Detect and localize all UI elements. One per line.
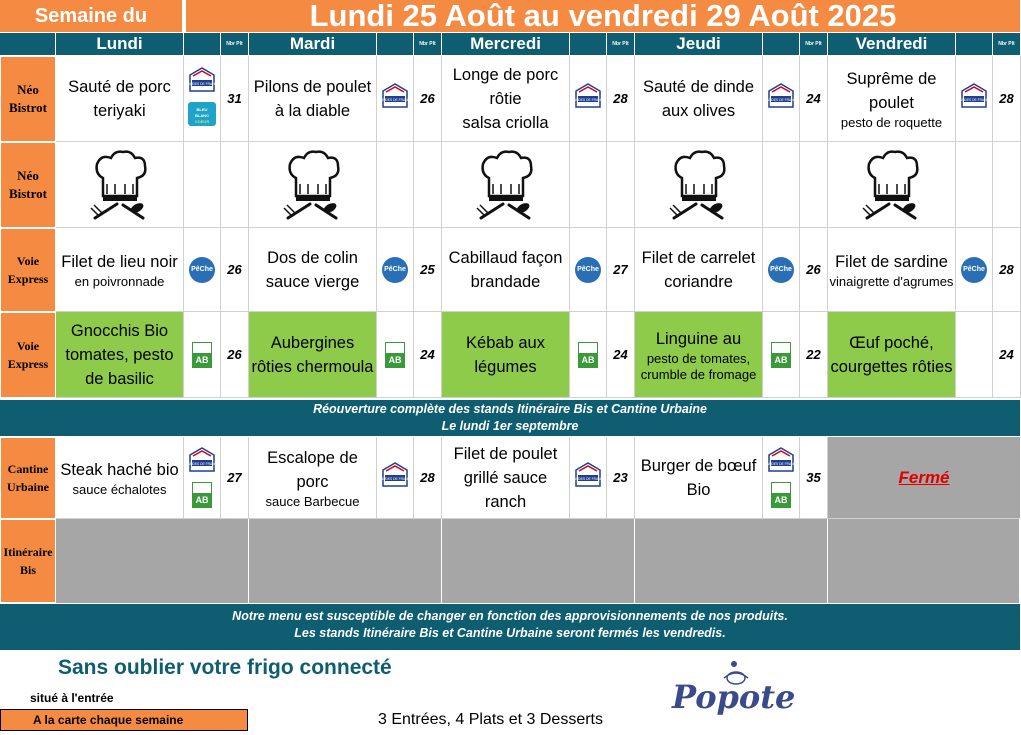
portion-count: 23 [607, 437, 635, 519]
day-header-spacer [377, 33, 414, 55]
peche-durable-icon: PêChe [189, 257, 215, 283]
dish-cell [828, 312, 956, 398]
day-header-2: Mercredi [442, 33, 570, 55]
ab-bio-icon: AB [578, 342, 598, 368]
dish-name: Filet de sardine [835, 252, 948, 271]
empty-cell [800, 142, 828, 228]
dish-sauce: en poivronnade [74, 273, 165, 289]
dish-name: Cabillaud façon brandade [448, 248, 563, 291]
portion-count: 25 [414, 228, 442, 312]
viandes-label: VIANDES DE FRANCE [377, 98, 413, 102]
closed-cell [56, 519, 249, 603]
portion-count: 28 [993, 56, 1021, 142]
dish-sauce: pesto de tomates, crumble de fromage [640, 350, 757, 382]
frigo-location: situé à l'entrée [30, 691, 114, 705]
count-header: Nbr Plt [414, 33, 442, 55]
empty-cell [763, 142, 800, 228]
ab-bio-icon: AB [192, 342, 212, 368]
notice-banner [0, 604, 1020, 648]
empty-cell [377, 142, 414, 228]
day-header-spacer [956, 33, 993, 55]
day-header-0: Lundi [56, 33, 184, 55]
viandes-label: VIANDES DE FRANCE [570, 98, 606, 102]
dish-cell [828, 56, 956, 142]
viandes-label: VIANDES DE FRANCE [184, 81, 220, 86]
viandes-de-france-icon [377, 83, 413, 114]
label-logos [570, 312, 607, 398]
dish-cell [635, 228, 763, 312]
empty-cell [607, 142, 635, 228]
dish-cell [828, 228, 956, 312]
dish-name: Escalope de porc [267, 448, 358, 491]
dish-name: Œuf poché, courgettes rôties [830, 333, 953, 376]
ab-bio-icon: AB [385, 342, 405, 368]
ab-bio-icon: AB [192, 482, 212, 508]
week-title: Lundi 25 Août au vendredi 29 Août 2025 [186, 0, 1020, 32]
dish-name: Linguine au [655, 329, 742, 348]
portion-count: 26 [221, 312, 249, 398]
dish-name: Aubergines rôties chermoula [251, 333, 374, 376]
carte-label: A la carte chaque semaine [0, 709, 248, 731]
dish-name: Dos de colin sauce vierge [265, 248, 360, 291]
dish-name: Filet de lieu noir [61, 252, 178, 271]
portion-count: 24 [414, 312, 442, 398]
day-header-3: Jeudi [635, 33, 763, 55]
dish-cell [442, 228, 570, 312]
dish-cell [56, 228, 184, 312]
row-label-cantine-urbaine: Cantine Urbaine [0, 437, 56, 519]
viandes-de-france-icon [956, 83, 992, 114]
dish-name: Sauté de porc teriyaki [68, 77, 171, 120]
count-header: Nbr Plt [993, 33, 1021, 55]
brand-name: Popote [672, 678, 796, 716]
dish-cell [249, 56, 377, 142]
label-logos [763, 437, 800, 519]
portion-count: 24 [800, 56, 828, 142]
chef-icon [635, 142, 763, 228]
label-logos [184, 437, 221, 519]
label-logos [956, 56, 993, 142]
viandes-label: VIANDES DE FRANCE [570, 477, 606, 481]
viandes-label: VIANDES DE FRANCE [956, 98, 992, 102]
viandes-de-france-icon [763, 83, 799, 114]
label-logos [184, 312, 221, 398]
ab-bio-icon: AB [771, 342, 791, 368]
dish-name: Filet de poulet grillé sauce ranch [453, 444, 558, 511]
dish-name: Gnocchis Bio tomates, pesto de basilic [65, 321, 174, 388]
bleu-blanc-coeur-icon [188, 102, 216, 131]
ab-bio-icon: AB [771, 482, 791, 508]
chef-icon [249, 142, 377, 228]
dish-name: Pilons de poulet à la diable [253, 77, 372, 120]
portion-count: 26 [221, 228, 249, 312]
dish-cell [56, 312, 184, 398]
label-logos [763, 228, 800, 312]
portion-count: 26 [800, 228, 828, 312]
row-label-neo-bistrot-2: Néo Bistrot [0, 142, 56, 228]
label-logos [377, 228, 414, 312]
row-label-neo-bistrot-1: Néo Bistrot [0, 56, 56, 142]
empty-cell [956, 142, 993, 228]
banner-line: Notre menu est susceptible de changer en fonction des approvisionnements de nos produits. [232, 609, 788, 623]
dish-cell [249, 228, 377, 312]
banner-line: Réouverture complète des stands Itinéraire Bis et Cantine Urbaine [313, 402, 707, 416]
closed-cell [249, 519, 442, 603]
dish-cell [635, 437, 763, 519]
viandes-label: VIANDES DE FRANCE [184, 462, 220, 466]
offer-text: 3 Entrées, 4 Plats et 3 Desserts [378, 711, 603, 728]
label-logos [570, 437, 607, 519]
portion-count: 31 [221, 56, 249, 142]
portion-count: 22 [800, 312, 828, 398]
chef-icon [828, 142, 956, 228]
empty-cell [414, 142, 442, 228]
dish-cell [56, 437, 184, 519]
viandes-de-france-icon [570, 83, 606, 114]
empty-cell [570, 142, 607, 228]
banner-line: Le lundi 1er septembre [441, 419, 579, 433]
peche-durable-icon: PêChe [768, 257, 794, 283]
peche-durable-icon: PêChe [961, 257, 987, 283]
portion-count: 28 [607, 56, 635, 142]
closed-cell [828, 437, 1020, 519]
portion-count: 28 [414, 437, 442, 519]
dish-cell [249, 312, 377, 398]
count-header: Nbr Plt [607, 33, 635, 55]
label-logos [377, 312, 414, 398]
label-logos [763, 56, 800, 142]
portion-count: 26 [414, 56, 442, 142]
banner-line: Les stands Itinéraire Bis et Cantine Urbaine seront fermés les vendredis. [294, 626, 726, 640]
dish-name: Steak haché bio [60, 460, 179, 479]
corner-cell [0, 33, 56, 55]
viandes-de-france-icon [184, 447, 220, 478]
day-header-spacer [763, 33, 800, 55]
label-logos [377, 56, 414, 142]
dish-sauce: vinaigrette d'agrumes [829, 273, 954, 289]
dish-cell [442, 56, 570, 142]
closed-cell [442, 519, 635, 603]
svg-text:COEUR: COEUR [194, 118, 210, 124]
closed-cell [828, 519, 1020, 603]
portion-count: 24 [993, 312, 1021, 398]
row-label-itineraire-bis: Itinéraire Bis [0, 519, 56, 603]
dish-cell [442, 312, 570, 398]
viandes-label: VIANDES DE FRANCE [763, 98, 799, 102]
dish-detail: salsa criolla [462, 113, 549, 132]
svg-text:BLANC: BLANC [195, 112, 209, 118]
dish-cell [442, 437, 570, 519]
portion-count: 24 [607, 312, 635, 398]
portion-count: 28 [993, 228, 1021, 312]
dish-sauce: sauce Barbecue [265, 493, 360, 509]
viandes-de-france-icon [184, 67, 220, 98]
dish-name: Kébab aux légumes [466, 333, 545, 376]
closed-cell [635, 519, 828, 603]
viandes-label: VIANDES DE FRANCE [763, 462, 799, 466]
portion-count: 27 [607, 228, 635, 312]
label-logos [956, 228, 993, 312]
viandes-label: VIANDES DE FRANCE [377, 477, 413, 481]
svg-text:BLEU: BLEU [196, 106, 208, 112]
dish-name: Burger de bœuf Bio [640, 456, 757, 499]
label-logos [184, 56, 221, 142]
viandes-de-france-icon [377, 462, 413, 493]
viandes-de-france-icon [763, 447, 799, 478]
empty-cell [184, 142, 221, 228]
dish-name: Sauté de dinde aux olives [642, 77, 754, 120]
peche-durable-icon: PêChe [382, 257, 408, 283]
portion-count: 35 [800, 437, 828, 519]
dish-cell [249, 437, 377, 519]
count-header: Nbr Plt [800, 33, 828, 55]
frigo-text: Sans oublier votre frigo connecté [58, 656, 392, 679]
closed-label: Fermé [898, 467, 950, 487]
day-header-spacer [570, 33, 607, 55]
empty-cell [993, 142, 1021, 228]
dish-cell [635, 56, 763, 142]
week-label: Semaine du [0, 0, 184, 32]
portion-count: 27 [221, 437, 249, 519]
label-logos [763, 312, 800, 398]
chef-icon [56, 142, 184, 228]
viandes-de-france-icon [570, 462, 606, 493]
dish-cell [56, 56, 184, 142]
dish-name: Longe de porc rôtie [452, 65, 559, 108]
count-header: Nbr Plt [221, 33, 249, 55]
label-logos [956, 312, 993, 398]
chef-icon [442, 142, 570, 228]
day-header-4: Vendredi [828, 33, 956, 55]
label-logos [184, 228, 221, 312]
popote-logo [672, 656, 796, 730]
label-logos [570, 56, 607, 142]
day-header-1: Mardi [249, 33, 377, 55]
reopening-banner [0, 400, 1020, 436]
label-logos [570, 228, 607, 312]
peche-durable-icon: PêChe [575, 257, 601, 283]
row-label-voie-express-1: Voie Express [0, 228, 56, 312]
label-logos [377, 437, 414, 519]
dish-name: Suprême de poulet [846, 69, 937, 112]
empty-cell [221, 142, 249, 228]
row-label-voie-express-2: Voie Express [0, 312, 56, 398]
dish-name: Filet de carrelet coriandre [641, 248, 756, 291]
dish-sauce: sauce échalotes [72, 481, 167, 497]
day-header-spacer [184, 33, 221, 55]
dish-sauce: pesto de roquette [840, 114, 943, 130]
dish-cell [635, 312, 763, 398]
